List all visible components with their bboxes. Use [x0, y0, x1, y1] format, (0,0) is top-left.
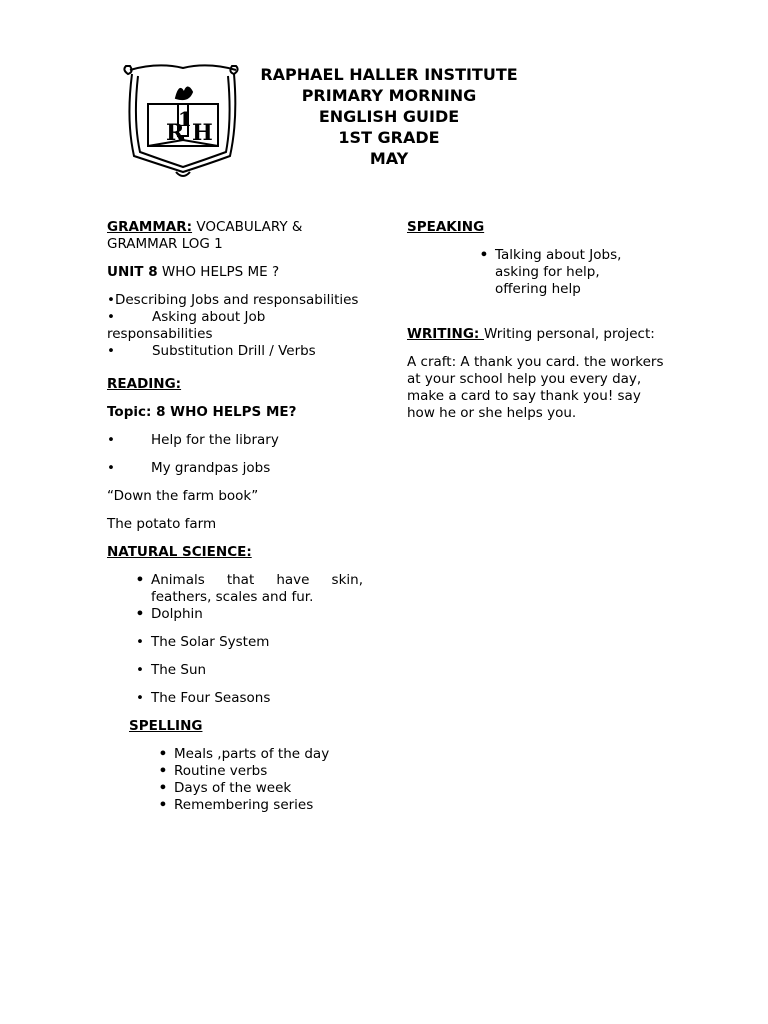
- grammar-item-2: • Asking about Job responsabilities: [107, 309, 266, 342]
- title-line-2: PRIMARY MORNING: [301, 86, 477, 105]
- science-item-4: • The Sun: [136, 662, 207, 678]
- speaking-item-1: • Talking about Jobs, asking for help, offering help: [479, 247, 622, 297]
- writing-text: Writing personal, project:: [484, 326, 655, 342]
- science-item-2: • Dolphin: [135, 606, 203, 622]
- spelling-item-2: • Routine verbs: [158, 763, 268, 779]
- unit-line: [107, 264, 363, 281]
- grammar-section: [107, 219, 363, 253]
- science-heading: NATURAL SCIENCE:: [107, 544, 252, 560]
- unit-text: WHO HELPS ME ?: [157, 264, 280, 280]
- spelling-item-1: • Meals ,parts of the day: [158, 746, 330, 762]
- science-list: [129, 572, 363, 707]
- title-line-1: RAPHAEL HALLER INSTITUTE: [260, 65, 518, 84]
- bullet-icon: •: [107, 309, 115, 325]
- logo-letter-l: 1: [178, 107, 192, 131]
- title-line-3: ENGLISH GUIDE: [318, 107, 460, 126]
- bullet-icon: •: [107, 460, 115, 476]
- title-line-4: 1ST GRADE: [338, 128, 440, 147]
- crest-logo-icon: [118, 60, 248, 180]
- writing-line: [407, 326, 667, 343]
- speaking-list: [473, 247, 667, 298]
- right-column: [407, 219, 667, 433]
- grammar-text: VOCABULARY & GRAMMAR LOG 1: [107, 219, 303, 252]
- reading-heading: READING:: [107, 376, 182, 392]
- writing-body: A craft: A thank you card. the workers at your school help you every day, make a card to say thank you! say how he or she helps you.: [407, 354, 664, 421]
- reading-book: “Down the farm book”: [107, 488, 259, 504]
- bullet-icon: •: [107, 343, 115, 359]
- spelling-heading: SPELLING: [129, 718, 203, 734]
- science-item-1: • Animals that have skin, feathers, scales and fur.: [135, 572, 363, 605]
- reading-item-2: • My grandpas jobs: [107, 460, 271, 476]
- science-item-3: • The Solar System: [136, 634, 270, 650]
- writing-heading: WRITING:: [407, 326, 485, 342]
- grammar-item-1: •Describing Jobs and responsabilities: [107, 292, 359, 308]
- document-title: [244, 64, 534, 169]
- logo-letter-h: H: [192, 120, 213, 146]
- spelling-item-3: • Days of the week: [158, 780, 292, 796]
- spelling-list: [152, 746, 363, 814]
- title-line-5: MAY: [369, 149, 409, 168]
- bullet-icon: •: [107, 432, 115, 448]
- unit-label: UNIT 8: [107, 264, 158, 280]
- logo-letter-r: R: [166, 120, 185, 146]
- science-item-5: • The Four Seasons: [136, 690, 271, 706]
- grammar-item-3: • Substitution Drill / Verbs: [107, 343, 316, 359]
- reading-item-1: • Help for the library: [107, 432, 279, 448]
- spelling-item-4: • Remembering series: [158, 797, 314, 813]
- speaking-heading: SPEAKING: [407, 219, 485, 235]
- grammar-heading: GRAMMAR:: [107, 219, 193, 235]
- left-column: [107, 219, 363, 814]
- reading-farm: The potato farm: [107, 516, 217, 532]
- reading-topic: Topic: 8 WHO HELPS ME?: [107, 404, 297, 420]
